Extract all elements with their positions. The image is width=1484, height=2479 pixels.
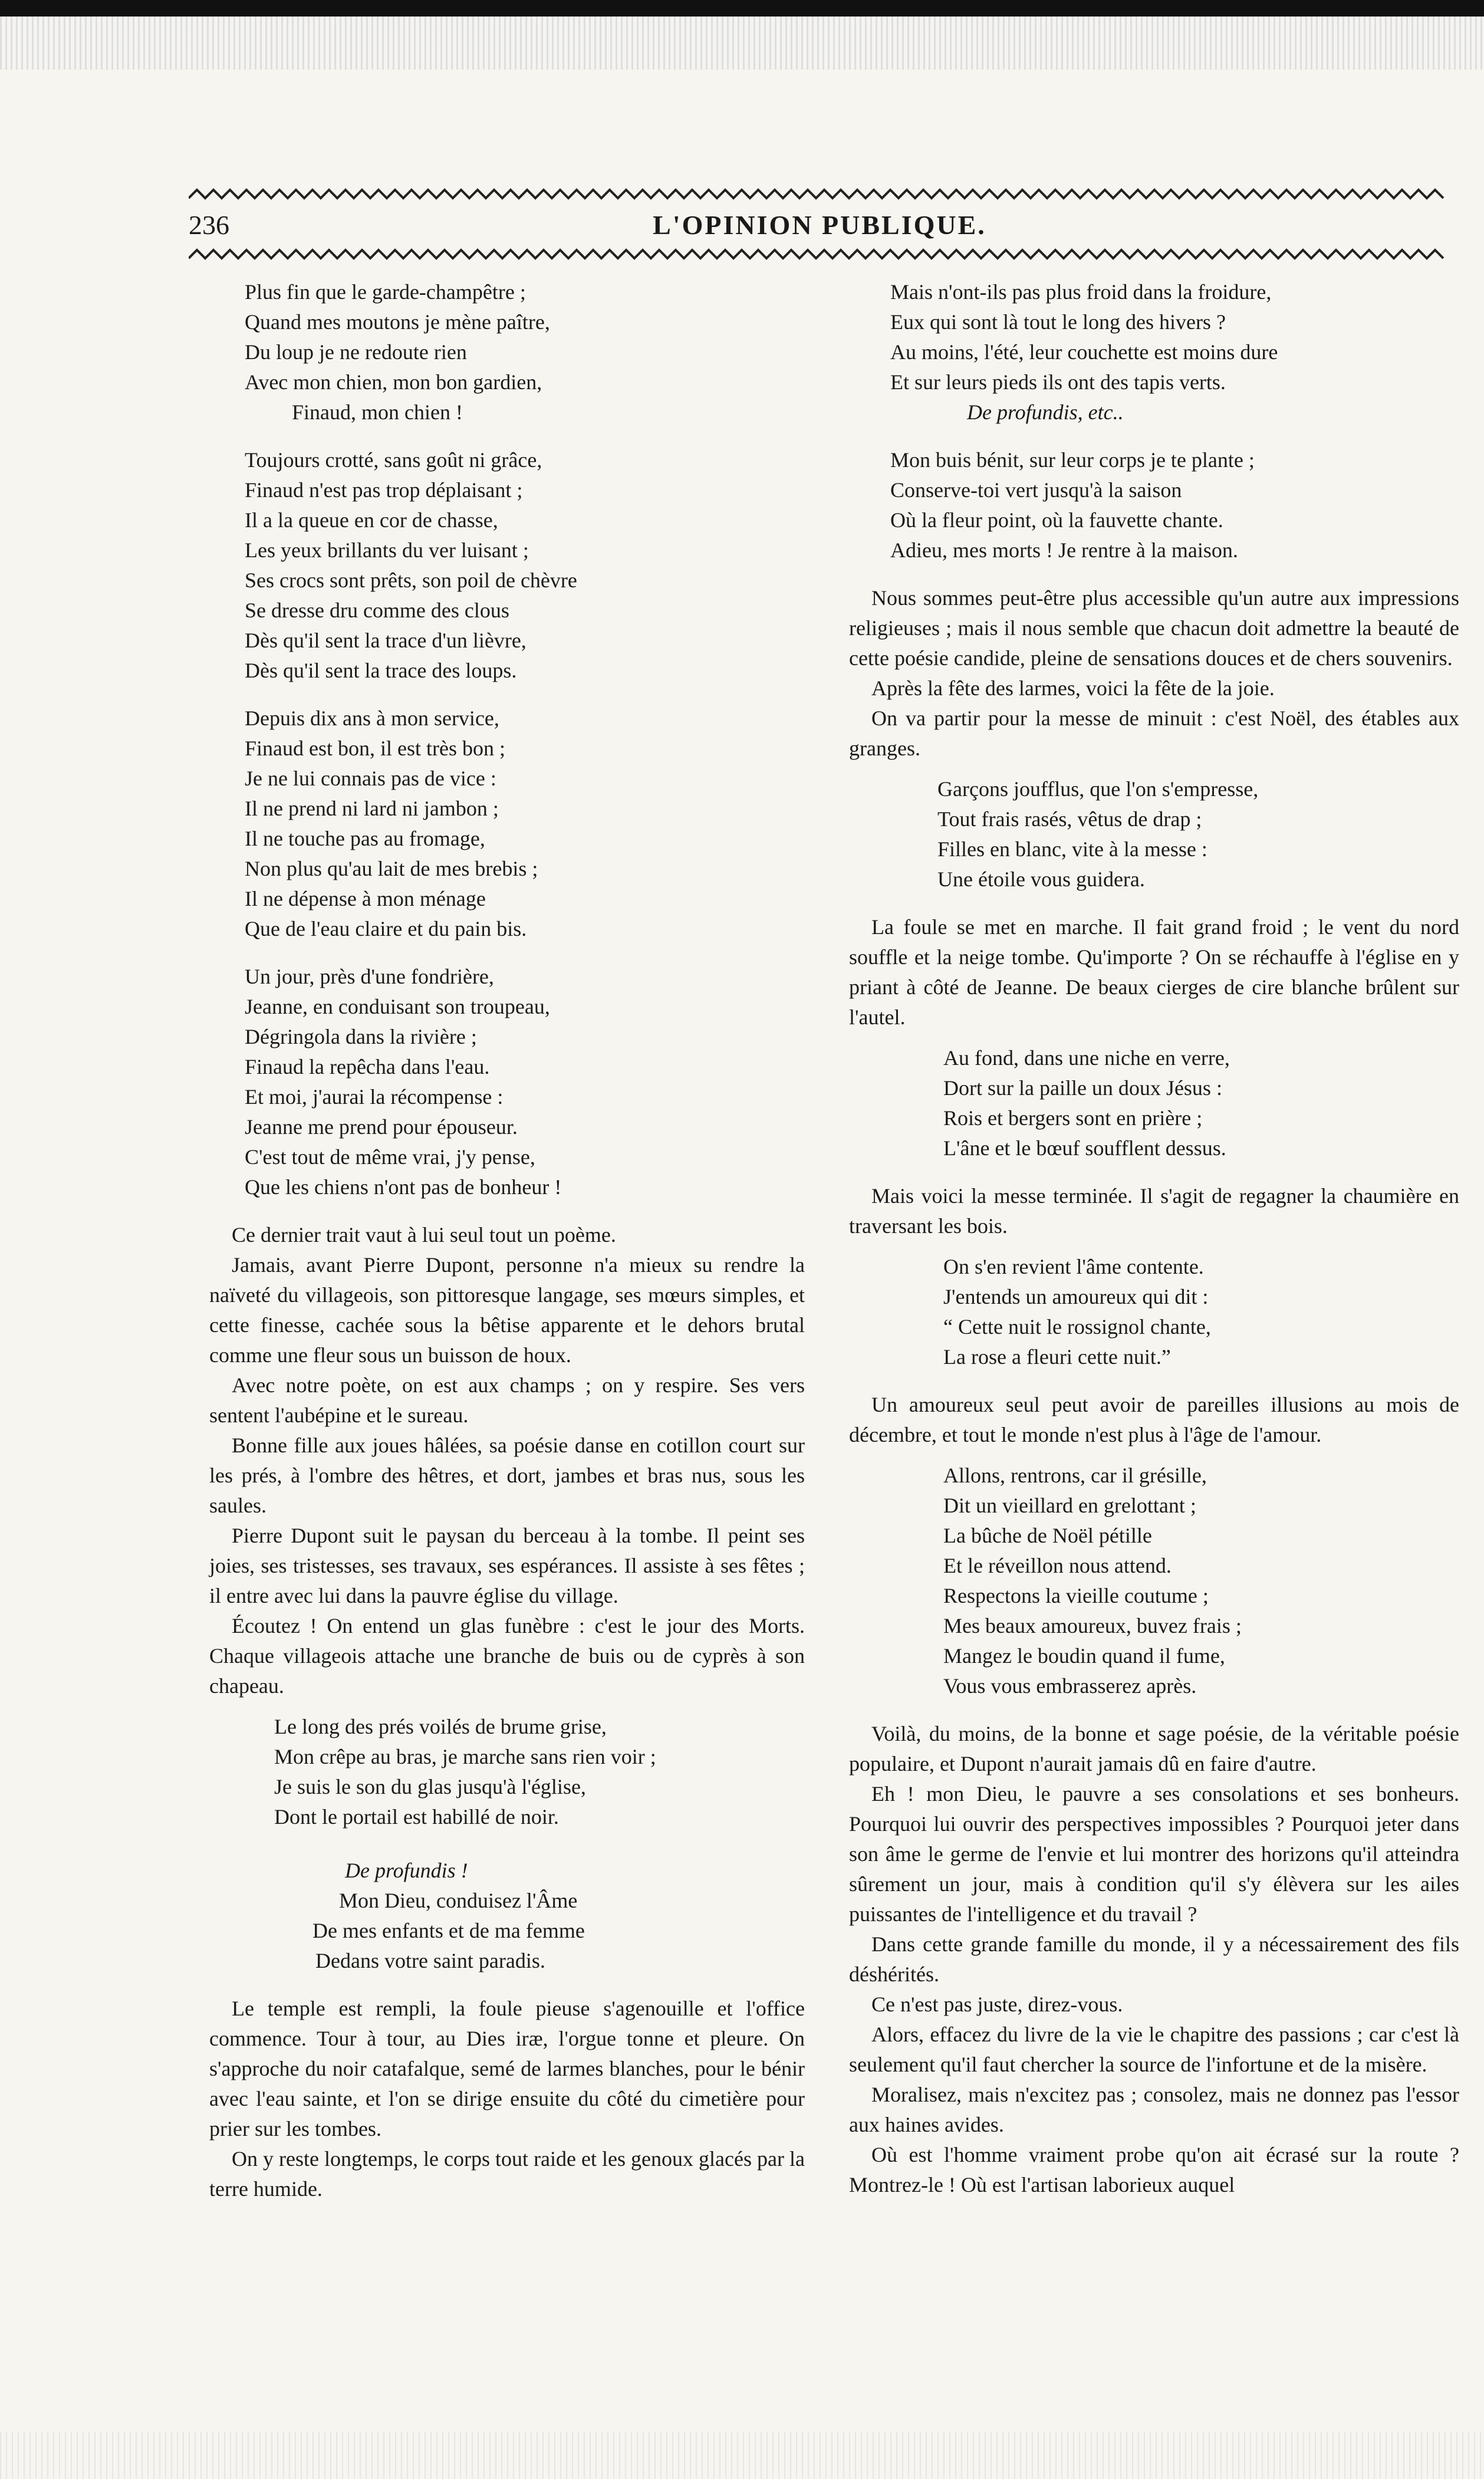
prose-paragraph: On y reste longtemps, le corps tout raide et les genoux glacés par la terre humide. — [209, 2147, 805, 2201]
verse-line: Toujours crotté, sans goût ni grâce, — [245, 448, 542, 472]
verse-line: Mes beaux amoureux, buvez frais ; — [943, 1614, 1242, 1638]
verse-stanza — [849, 774, 1459, 895]
verse-line: La rose a fleuri cette nuit.” — [943, 1345, 1171, 1369]
verse-line: Il ne prend ni lard ni jambon ; — [245, 797, 499, 820]
verse-line: Respectons la vieille coutume ; — [943, 1584, 1209, 1607]
verse-line: J'entends un amoureux qui dit : — [943, 1285, 1209, 1308]
verse-line: Eux qui sont là tout le long des hivers ? — [890, 310, 1226, 334]
page-number: 236 — [189, 210, 229, 240]
verse-line: Et moi, j'aurai la récompense : — [245, 1085, 504, 1109]
verse-line: Que les chiens n'ont pas de bonheur ! — [245, 1175, 562, 1199]
prose-paragraph: Eh ! mon Dieu, le pauvre a ses consolations et ses bonheurs. Pourquoi lui ouvrir des perspectives impossibles ? Pourquoi jeter dans son âme le germe de l'envie et lui montrer des horizons qu'il atteindra sûrement un jour, mais à condition qu'il s'y élèvera sur les ailes puissantes de l'intelligence et du travail ? — [849, 1782, 1459, 1926]
verse-line: Finaud, mon chien ! — [292, 400, 463, 424]
verse-line: Au moins, l'été, leur couchette est moins dure — [890, 340, 1278, 364]
verse-line: Se dresse dru comme des clous — [245, 599, 509, 622]
verse-line: Mais n'ont-ils pas plus froid dans la froidure, — [890, 280, 1272, 304]
verse-line: Il a la queue en cor de chasse, — [245, 508, 498, 532]
verse-line: Il ne dépense à mon ménage — [245, 887, 486, 910]
verse-line: Allons, rentrons, car il grésille, — [943, 1464, 1207, 1487]
verse-line: Les yeux brillants du ver luisant ; — [245, 538, 529, 562]
verse-line: Dit un vieillard en grelottant ; — [943, 1494, 1196, 1517]
verse-line: Non plus qu'au lait de mes brebis ; — [245, 857, 538, 880]
verse-line: Garçons joufflus, que l'on s'empresse, — [937, 777, 1259, 801]
verse-line: Ses crocs sont prêts, son poil de chèvre — [245, 568, 577, 592]
verse-stanza — [209, 703, 805, 944]
verse-line: Que de l'eau claire et du pain bis. — [245, 917, 527, 941]
prose-paragraph: La foule se met en marche. Il fait grand froid ; le vent du nord souffle et la neige tombe. Qu'importe ? On se réchauffe à l'église en y priant à côté de Jeanne. De beaux cierges de cire blanche brûlent sur l'autel. — [849, 915, 1459, 1029]
verse-line: Dedans votre saint paradis. — [315, 1949, 545, 1972]
verse-stanza — [209, 962, 805, 1202]
verse-line: Plus fin que le garde-champêtre ; — [245, 280, 526, 304]
verse-line: Je ne lui connais pas de vice : — [245, 767, 496, 790]
verse-line: Vous vous embrasserez après. — [943, 1674, 1197, 1698]
right-column — [849, 277, 1459, 2200]
verse-line: Au fond, dans une niche en verre, — [943, 1046, 1230, 1070]
header-top-ornament — [189, 188, 1450, 200]
verse-stanza — [209, 277, 805, 428]
bottom-scan-noise — [0, 2432, 1484, 2479]
verse-line: Dégringola dans la rivière ; — [245, 1025, 477, 1048]
prose-paragraph: Le temple est rempli, la foule pieuse s'agenouille et l'office commence. Tour à tour, au Dies iræ, l'orgue tonne et pleure. On s'approche du noir catafalque, semé de larmes blanches, pour le bénir avec l'eau sainte, et l'on se dirige ensuite du côté du cimetière pour prier sur les tombes. — [209, 1997, 805, 2141]
verse-line: Dès qu'il sent la trace des loups. — [245, 659, 517, 682]
verse-stanza — [849, 277, 1459, 428]
verse-line: “ Cette nuit le rossignol chante, — [943, 1315, 1211, 1339]
header-bottom-ornament — [189, 248, 1450, 261]
top-scan-noise — [0, 17, 1484, 70]
verse-line: Et sur leurs pieds ils ont des tapis verts. — [890, 370, 1226, 394]
left-column — [209, 277, 805, 2204]
prose-paragraph: Écoutez ! On entend un glas funèbre : c'est le jour des Morts. Chaque villageois attache une branche de buis ou de cyprès à son chapeau. — [209, 1614, 805, 1698]
verse-line: On s'en revient l'âme contente. — [943, 1255, 1204, 1278]
prose-paragraph: On va partir pour la messe de minuit : c'est Noël, des étables aux granges. — [849, 706, 1459, 760]
verse-line: Où la fleur point, où la fauvette chante. — [890, 508, 1223, 532]
prose-paragraph: Moralisez, mais n'excitez pas ; consolez, mais ne donnez pas l'essor aux haines avides. — [849, 2083, 1459, 2136]
verse-line: Finaud la repêcha dans l'eau. — [245, 1055, 490, 1079]
verse-line: Depuis dix ans à mon service, — [245, 706, 499, 730]
verse-line: De profundis ! — [345, 1859, 468, 1882]
verse-line: Dont le portail est habillé de noir. — [274, 1805, 559, 1829]
verse-line: Dès qu'il sent la trace d'un lièvre, — [245, 629, 527, 652]
prose-paragraph: Ce n'est pas juste, direz-vous. — [871, 1993, 1123, 2016]
journal-title: L'OPINION PUBLIQUE. — [653, 210, 986, 240]
verse-line: Finaud n'est pas trop déplaisant ; — [245, 478, 523, 502]
verse-line: Quand mes moutons je mène paître, — [245, 310, 550, 334]
verse-line: Rois et bergers sont en prière ; — [943, 1106, 1203, 1130]
verse-line: Une étoile vous guidera. — [937, 867, 1145, 891]
prose-paragraph: Nous sommes peut-être plus accessible qu'un autre aux impressions religieuses ; mais il nous semble que chacun doit admettre la beauté de cette poésie candide, pleine de sensations douces et de chers souvenirs. — [849, 586, 1459, 670]
verse-line: L'âne et le bœuf soufflent dessus. — [943, 1136, 1226, 1160]
prose-paragraph: Voilà, du moins, de la bonne et sage poésie, de la véritable poésie populaire, et Dupont n'aurait jamais dû en faire d'autre. — [849, 1722, 1459, 1776]
verse-stanza — [849, 1461, 1459, 1701]
verse-line: Mon crêpe au bras, je marche sans rien voir ; — [274, 1745, 656, 1768]
prose-paragraph: Bonne fille aux joues hâlées, sa poésie danse en cotillon court sur les prés, à l'ombre des hêtres, et dort, jambes et bras nus, sous les saules. — [209, 1434, 805, 1517]
verse-line: Dort sur la paille un doux Jésus : — [943, 1076, 1222, 1100]
verse-line: Mon buis bénit, sur leur corps je te plante ; — [890, 448, 1255, 472]
prose-paragraph: Après la fête des larmes, voici la fête de la joie. — [871, 676, 1275, 700]
page-header — [189, 209, 1450, 245]
verse-line: Il ne touche pas au fromage, — [245, 827, 485, 850]
verse-stanza — [849, 445, 1459, 565]
verse-line: Jeanne, en conduisant son troupeau, — [245, 995, 550, 1018]
verse-line: Et le réveillon nous attend. — [943, 1554, 1172, 1577]
prose-paragraph: Un amoureux seul peut avoir de pareilles illusions au mois de décembre, et tout le monde n'est plus à l'âge de l'amour. — [849, 1393, 1459, 1446]
verse-line: Jeanne me prend pour épouseur. — [245, 1115, 518, 1139]
verse-line: Mangez le boudin quand il fume, — [943, 1644, 1225, 1668]
verse-line: Avec mon chien, mon bon gardien, — [245, 370, 542, 394]
prose-paragraph: Dans cette grande famille du monde, il y a nécessairement des fils déshérités. — [849, 1932, 1459, 1986]
verse-stanza — [209, 1712, 805, 1832]
verse-line: Mon Dieu, conduisez l'Âme — [339, 1889, 578, 1912]
verse-line: De mes enfants et de ma femme — [312, 1919, 585, 1942]
verse-line: Un jour, près d'une fondrière, — [245, 965, 494, 988]
prose-paragraph: Alors, effacez du livre de la vie le chapitre des passions ; car c'est là seulement qu'il faut chercher la source de l'infortune et de la misère. — [849, 2023, 1459, 2076]
verse-line: Je suis le son du glas jusqu'à l'église, — [274, 1775, 586, 1799]
prose-paragraph: Mais voici la messe terminée. Il s'agit de regagner la chaumière en traversant les bois. — [849, 1184, 1459, 1238]
verse-line: Conserve-toi vert jusqu'à la saison — [890, 478, 1182, 502]
verse-line: Du loup je ne redoute rien — [245, 340, 467, 364]
prose-paragraph: Où est l'homme vraiment probe qu'on ait écrasé sur la route ? Montrez-le ! Où est l'artisan laborieux auquel — [849, 2143, 1459, 2197]
prose-paragraph: Ce dernier trait vaut à lui seul tout un poème. — [232, 1223, 616, 1247]
verse-line: De profundis, etc.. — [967, 400, 1124, 424]
verse-stanza — [849, 1043, 1459, 1163]
verse-stanza — [849, 1252, 1459, 1372]
verse-line: C'est tout de même vrai, j'y pense, — [245, 1145, 535, 1169]
verse-line: Filles en blanc, vite à la messe : — [937, 837, 1207, 861]
prose-paragraph: Avec notre poète, on est aux champs ; on y respire. Ses vers sentent l'aubépine et le sureau. — [209, 1373, 805, 1427]
verse-line: Tout frais rasés, vêtus de drap ; — [937, 807, 1202, 831]
verse-line: Adieu, mes morts ! Je rentre à la maison. — [890, 538, 1238, 562]
verse-line: La bûche de Noël pétille — [943, 1524, 1152, 1547]
prose-paragraph: Pierre Dupont suit le paysan du berceau à la tombe. Il peint ses joies, ses tristesses, ses travaux, ses espérances. Il assiste à ses fêtes ; il entre avec lui dans la pauvre église du village. — [209, 1524, 805, 1607]
verse-stanza — [209, 445, 805, 686]
verse-line: Finaud est bon, il est très bon ; — [245, 737, 505, 760]
verse-line: Le long des prés voilés de brume grise, — [274, 1715, 607, 1738]
verse-stanza — [209, 1856, 805, 1976]
top-border-rule — [0, 0, 1484, 17]
prose-paragraph: Jamais, avant Pierre Dupont, personne n'a mieux su rendre la naïveté du villageois, son pittoresque langage, ses mœurs simples, et cette finesse, cachée sous la bêtise apparente et le dehors brutal comme une fleur sous un buisson de houx. — [209, 1253, 805, 1367]
